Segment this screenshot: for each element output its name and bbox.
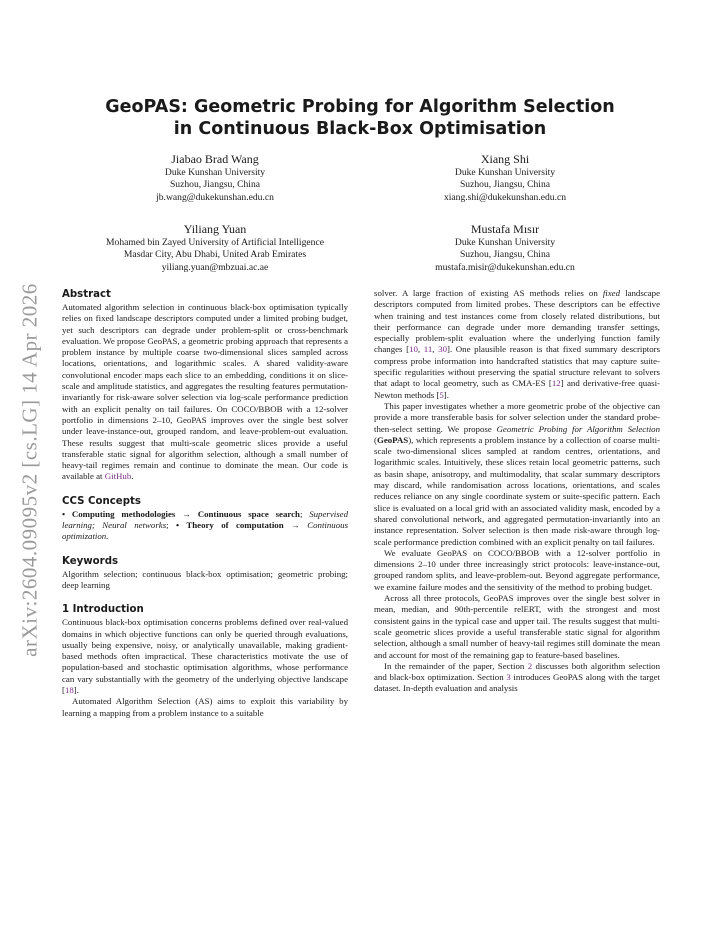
author-name: Mustafa Mısır	[470, 222, 540, 236]
body-paragraph: Across all three protocols, GeoPAS improves over the single best solver in mean, median, and 90th-percentile relERT, with the strongest and most consistent gains in the typical case and upper tail. The results suggest that multi-scale geometric slices provide a useful transferable static signal for algorithm selection, although a small number of heavy-tail regimes still dominate the mean and account for most of the remaining gap to feature-based baselines.	[374, 593, 660, 660]
author-location: Suzhou, Jiangsu, China	[459, 179, 551, 191]
body-paragraph: We evaluate GeoPAS on COCO/BBOB with a 12-solver portfolio in dimensions 2–10 under three increasingly strict protocols: leave-instance-out, grouped random splits, and leave-problem-out. Beyond aggregate performance, we examine failure modes and the sensitivity of the method to probing budget.	[374, 547, 660, 592]
citation-link[interactable]: 30	[438, 344, 447, 355]
keywords-heading: Keywords	[62, 555, 119, 567]
intro-paragraph: Automated Algorithm Selection (AS) aims to exploit this variability by learning a mapping from a problem instance to a suitable	[62, 696, 348, 718]
author-location: Masdar City, Abu Dhabi, United Arab Emirates	[123, 249, 307, 261]
left-column	[62, 288, 348, 719]
citation-link[interactable]: 10	[409, 344, 418, 355]
abstract-heading: Abstract	[62, 289, 111, 300]
author-affiliation: Duke Kunshan University	[454, 167, 556, 178]
author-block	[65, 222, 365, 274]
author-block	[355, 222, 655, 274]
section-link[interactable]: 3	[506, 672, 511, 683]
author-email: xiang.shi@dukekunshan.edu.cn	[443, 191, 567, 203]
citation-link[interactable]: 11	[423, 344, 433, 355]
citation-link[interactable]: 12	[551, 378, 561, 389]
author-affiliation: Duke Kunshan University	[164, 167, 266, 178]
section-link[interactable]: 2	[527, 660, 533, 671]
author-email: jb.wang@dukekunshan.edu.cn	[156, 191, 274, 203]
body-paragraph: solver. A large fraction of existing AS methods relies on fixed landscape descriptors computed from limited probes. These descriptors can be effective when training and test instances come from closely related distributions, but their performance can degrade under more demanding transfer settings, especially problem-split evaluation where the underlying function family changes [10, 11, 30]. One plausible reason is that fixed summary descriptors compress probe information into handcrafted statistics that may capture suite-specific regularities without preserving the spatial structure relevant to solvers that adapt to local geometry, such as CMA-ES [12] and derivative-free quasi-Newton methods [5].	[374, 288, 661, 400]
author-affiliation: Mohamed bin Zayed University of Artificial Intelligence	[106, 237, 324, 248]
citation-link[interactable]: 18	[64, 685, 74, 696]
github-link[interactable]: GitHub	[104, 471, 132, 482]
intro-paragraph: Continuous black-box optimisation concerns problems defined over real-valued domains in which objective functions can only be queried through evaluations, usually being expensive, noisy, or analytically unavailable, making gradient-based methods often impractical. These characteristics motivate the use of population-based and stochastic optimisation algorithms, whose performance can vary substantially with the geometry of the underlying objective landscape [18].	[62, 617, 348, 696]
author-name: Yiliang Yuan	[183, 222, 247, 236]
paper-title: GeoPAS: Geometric Probing for Algorithm Selection in Continuous Black-Box Optimisation	[105, 97, 615, 139]
author-email: mustafa.misir@dukekunshan.edu.cn	[435, 261, 575, 273]
author-email: yiliang.yuan@mbzuai.ac.ae	[161, 261, 269, 273]
right-column	[374, 288, 660, 695]
ccs-heading: CCS Concepts	[62, 495, 141, 507]
author-location: Suzhou, Jiangsu, China	[169, 179, 261, 191]
body-paragraph: In the remainder of the paper, Section 2 discusses both algorithm selection and black-box optimization. Section 3 introduces GeoPAS along with the target dataset. In-depth evaluation and analysis	[374, 660, 661, 694]
author-location: Suzhou, Jiangsu, China	[459, 249, 551, 261]
citation-link[interactable]: 5	[439, 389, 444, 400]
keywords-text: Algorithm selection; continuous black-box optimisation; geometric probing; deep learning	[62, 568, 348, 590]
author-name: Jiabao Brad Wang	[171, 152, 259, 166]
author-block	[355, 152, 655, 204]
arxiv-stamp: arXiv:2604.09095v2 [cs.LG] 14 Apr 2026	[17, 283, 42, 657]
abstract-text: Automated algorithm selection in continuous black-box optimisation typically relies on fixed landscape descriptors computed under a limited probing budget, yet such descriptors can degrade under problem-split or cross-benchmark evaluation. We propose GeoPAS, a geometric probing approach that represents a problem instance by multiple coarse two-dimensional slices sampled across locations, orientations, and logarithmic scales. A shared validity-aware convolutional encoder maps each slice to an embedding, conditions it on slice-scale and amplitude statistics, and aggregates the resulting features permutation-invariantly for risk-aware solver selection via log-scale performance prediction with an explicit penalty on tail failures. On COCO/BBOB with a 12-solver portfolio in dimensions 2–10, GeoPAS improves over the single best solver under leave-instance-out, grouped random, and leave-problem-out evaluation. These results suggest that multi-scale geometric slices provide a useful transferable static signal for algorithm selection, although a small number of heavy-tail regimes remain and continue to dominate the mean. Our code is available at GitHub.	[62, 302, 348, 482]
intro-heading: 1 Introduction	[62, 604, 144, 616]
body-paragraph: This paper investigates whether a more geometric probe of the objective can provide a more transferable basis for solver selection under the standard probe-then-select setting. We propose Geometric Probing for Algorithm Selection (GeoPAS), which represents a problem instance by a collection of coarse multi-scale two-dimensional slices sampled at random centres, orientations, and logarithmic scales. Intuitively, these slices retain local geometric patterns, such as basin shape, anisotropy, and multimodality, that scalar summary descriptors may discard, while randomisation across locations, orientations, and scales reduces reliance on any single coordinate system or suite-specific pattern. Each slice is evaluated on a local grid with an associated validity mask, encoded by a shared convolutional network, and aggregated permutation-invariantly into an instance representation. Solver selection is then made risk-aware through log-scale performance prediction combined with an explicit penalty on tail failures.	[374, 400, 660, 547]
author-name: Xiang Shi	[480, 152, 530, 166]
ccs-text: • Computing methodologies → Continuous space search; Supervised learning; Neural networks; • Theory of computation → Continuous optimization.	[62, 508, 349, 542]
author-affiliation: Duke Kunshan University	[454, 237, 556, 248]
author-block	[65, 152, 365, 204]
